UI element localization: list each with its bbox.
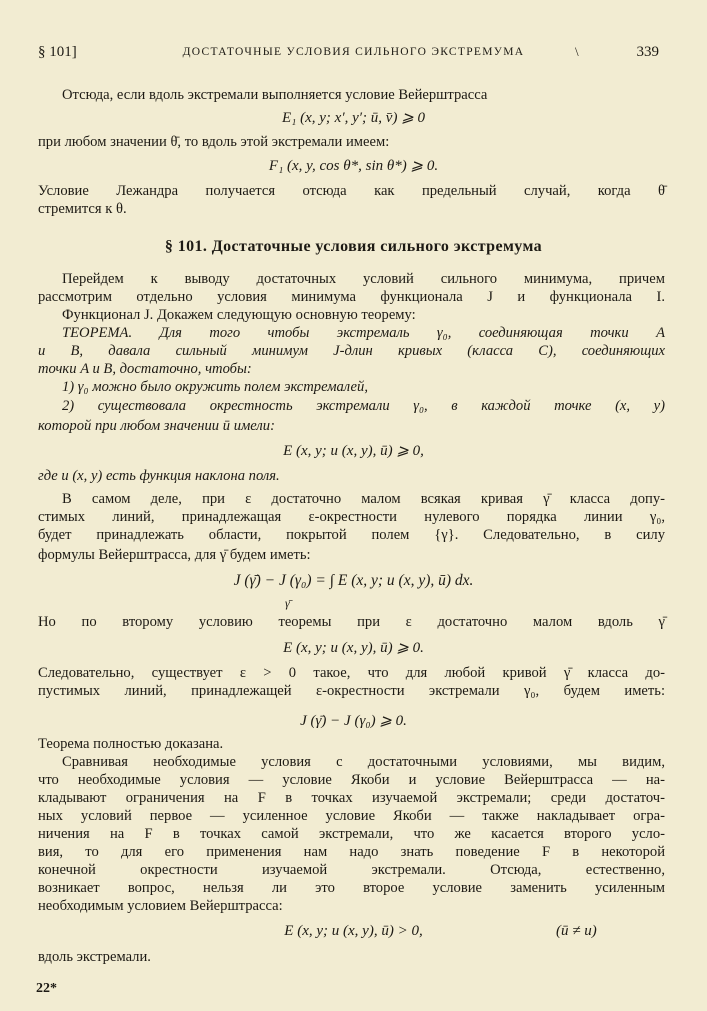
formula-strengthened-weierstrass: E (x, y; u (x, y), ū) > 0, <box>284 923 423 939</box>
text-line: конечной окрестности изучаемой экстремали. Отсюда, естественно, <box>38 862 665 878</box>
text-line: пустимых линий, принадлежащей ε-окрестности экстремали γ₀, будем иметь: <box>38 683 665 699</box>
header-mark: \ <box>575 44 579 59</box>
text-line: Но по второму условию теоремы при ε достаточно малом вдоль γ̄ <box>38 614 665 630</box>
text-line: кладывают ограничения на F в точках изучаемой экстремали; среди достаточ- <box>38 790 665 806</box>
text-line: необходимым условием Вейерштрасса: <box>38 898 283 914</box>
integral-subscript: γ̄ <box>285 596 290 610</box>
text-line: Сравнивая необходимые условия с достаточными условиями, мы видим, <box>62 754 665 770</box>
text-line: вдоль экстремали. <box>38 949 151 965</box>
signature-mark: 22* <box>36 981 57 996</box>
text-line: возникает вопрос, нельзя ли это второе условие заменить усиленным <box>38 880 665 896</box>
text-line: Следовательно, существует ε > 0 такое, что для любой кривой γ̄ класса до- <box>38 665 665 681</box>
text-line: Отсюда, если вдоль экстремали выполняется условие Вейерштрасса <box>62 87 488 103</box>
text-line: Перейдем к выводу достаточных условий сильного минимума, причем <box>62 271 665 287</box>
formula-result: J (γ̄) − J (γ₀) ⩾ 0. <box>300 713 407 729</box>
text-line: Функционал J. Докажем следующую основную теорему: <box>62 307 416 323</box>
theorem-condition-2: 2) существовала окрестность экстремали γ₀, в каждой точке (x, y) <box>62 398 665 414</box>
formula-e-condition: E (x, y; u (x, y), ū) ⩾ 0, <box>283 443 424 459</box>
text-line: где u (x, y) есть функция наклона поля. <box>38 468 280 484</box>
formula-condition: (ū ≠ u) <box>556 923 597 939</box>
header-running-title: ДОСТАТОЧНЫЕ УСЛОВИЯ СИЛЬНОГО ЭКСТРЕМУМА <box>182 46 525 58</box>
header-section-ref: § 101] <box>38 44 77 60</box>
text-line: стимых линий, принадлежащая ε-окрестности нулевого порядка линии γ₀, <box>38 509 665 525</box>
text-line: будет принадлежать области, покрытой полем {γ}. Следовательно, в силу <box>38 527 665 543</box>
formula-weierstrass-integral: J (γ̄) − J (γ₀) = ∫ E (x, y; u (x, y), ū) dx. <box>233 572 474 589</box>
text-line: формулы Вейерштрасса, для γ̄ будем иметь: <box>38 547 311 563</box>
theorem-line: которой при любом значении ū имели: <box>38 418 275 434</box>
formula-f1: F₁ (x, y, cos θ*, sin θ*) ⩾ 0. <box>268 158 439 174</box>
text-line: ных условий первое — усиленное условие Якоби — также накладывает огра- <box>38 808 665 824</box>
header-page-number: 339 <box>636 44 659 60</box>
text-line: вия, то для его применения нам надо знать поведение F в некоторой <box>38 844 665 860</box>
formula-weierstrass-e1: E₁ (x, y; x′, y′; ū, v̄) ⩾ 0 <box>281 110 426 126</box>
text-line: при любом значении θ̄, то вдоль этой экстремали имеем: <box>38 134 390 150</box>
text-line: рассмотрим отдельно условия минимума функционала J и функционала I. <box>38 289 665 305</box>
text-line: что необходимые условия — условие Якоби и условие Вейерштрасса — на- <box>38 772 665 788</box>
text-line: Условие Лежандра получается отсюда как предельный случай, когда θ̄ <box>38 183 665 199</box>
section-title: § 101. Достаточные условия сильного экстремума <box>164 238 543 255</box>
text-line: стремится к θ. <box>38 201 127 217</box>
text-line: ничения на F в точках самой экстремали, что же касается второго усло- <box>38 826 665 842</box>
formula-e-condition: E (x, y; u (x, y), ū) ⩾ 0. <box>283 640 424 656</box>
text-line: Теорема полностью доказана. <box>38 736 224 752</box>
theorem-line: и B, давала сильный минимум J-длин кривых (класса C), соединяющих <box>38 343 665 359</box>
theorem-condition-1: 1) γ₀ можно было окружить полем экстремалей, <box>62 379 368 395</box>
theorem-line: точки A и B, достаточно, чтобы: <box>38 361 252 377</box>
text-line: В самом деле, при ε достаточно малом всякая кривая γ̄ класса допу- <box>62 491 665 507</box>
theorem-line: ТЕОРЕМА. Для того чтобы экстремаль γ₀, соединяющая точки A <box>62 325 665 341</box>
